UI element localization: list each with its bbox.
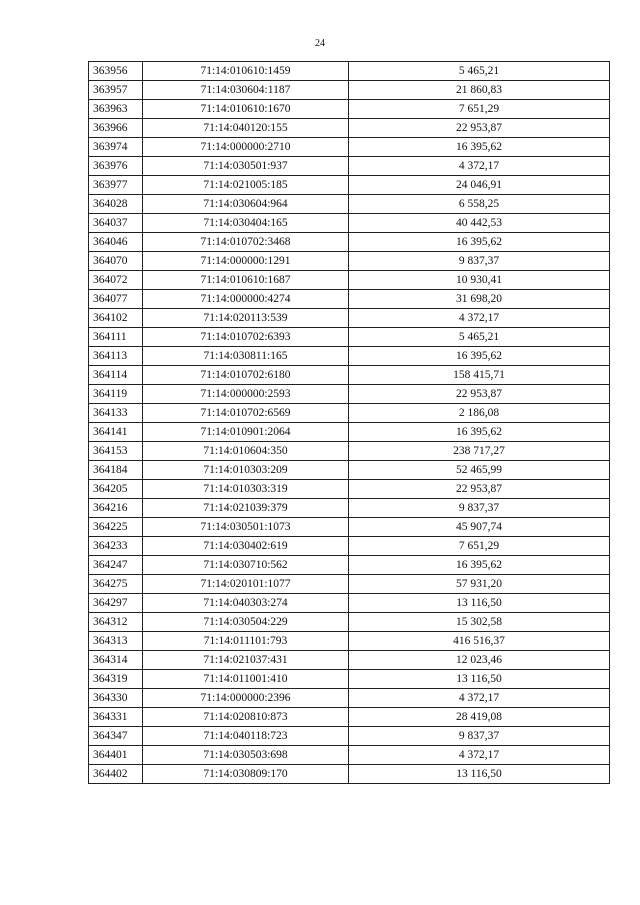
cadastral-value-cell: 22 953,87	[349, 480, 610, 499]
table-row	[89, 613, 610, 632]
table-row	[89, 689, 610, 708]
cadastral-value-cell: 52 465,99	[349, 461, 610, 480]
table-row	[89, 252, 610, 271]
cadastral-value-cell: 9 837,37	[349, 499, 610, 518]
cadastral-number-cell: 71:14:010702:6569	[143, 404, 349, 423]
table-row	[89, 537, 610, 556]
cadastral-value-cell: 7 651,29	[349, 100, 610, 119]
record-id-cell: 364028	[89, 195, 143, 214]
cadastral-number-cell: 71:14:011001:410	[143, 670, 349, 689]
record-id-cell: 364216	[89, 499, 143, 518]
cadastral-number-cell: 71:14:030501:1073	[143, 518, 349, 537]
cadastral-number-cell: 71:14:010901:2064	[143, 423, 349, 442]
record-id-cell: 363977	[89, 176, 143, 195]
cadastral-number-cell: 71:14:000000:1291	[143, 252, 349, 271]
record-id-cell: 364046	[89, 233, 143, 252]
record-id-cell: 364402	[89, 765, 143, 784]
table-row	[89, 119, 610, 138]
cadastral-number-cell: 71:14:010610:1687	[143, 271, 349, 290]
table-row	[89, 214, 610, 233]
record-id-cell: 364153	[89, 442, 143, 461]
cadastral-number-cell: 71:14:030504:229	[143, 613, 349, 632]
cadastral-value-cell: 4 372,17	[349, 157, 610, 176]
cadastral-value-cell: 4 372,17	[349, 746, 610, 765]
record-id-cell: 364297	[89, 594, 143, 613]
cadastral-number-cell: 71:14:030501:937	[143, 157, 349, 176]
record-id-cell: 363974	[89, 138, 143, 157]
cadastral-value-cell: 16 395,62	[349, 423, 610, 442]
record-id-cell: 364247	[89, 556, 143, 575]
cadastral-number-cell: 71:14:010702:6180	[143, 366, 349, 385]
table-row	[89, 366, 610, 385]
cadastral-number-cell: 71:14:030710:562	[143, 556, 349, 575]
cadastral-value-cell: 5 465,21	[349, 328, 610, 347]
record-id-cell: 364037	[89, 214, 143, 233]
cadastral-value-cell: 22 953,87	[349, 385, 610, 404]
cadastral-value-cell: 16 395,62	[349, 138, 610, 157]
record-id-cell: 364330	[89, 689, 143, 708]
cadastral-value-cell: 57 931,20	[349, 575, 610, 594]
cadastral-number-cell: 71:14:021005:185	[143, 176, 349, 195]
record-id-cell: 364102	[89, 309, 143, 328]
cadastral-number-cell: 71:14:010303:209	[143, 461, 349, 480]
table-row	[89, 385, 610, 404]
table-row	[89, 328, 610, 347]
cadastral-value-cell: 13 116,50	[349, 594, 610, 613]
cadastral-value-cell: 45 907,74	[349, 518, 610, 537]
record-id-cell: 364314	[89, 651, 143, 670]
cadastral-value-cell: 13 116,50	[349, 670, 610, 689]
cadastral-number-cell: 71:14:030809:170	[143, 765, 349, 784]
record-id-cell: 364111	[89, 328, 143, 347]
record-id-cell: 363976	[89, 157, 143, 176]
record-id-cell: 364275	[89, 575, 143, 594]
cadastral-value-cell: 416 516,37	[349, 632, 610, 651]
cadastral-number-cell: 71:14:030811:165	[143, 347, 349, 366]
cadastral-number-cell: 71:14:040120:155	[143, 119, 349, 138]
table-row	[89, 727, 610, 746]
table-row	[89, 708, 610, 727]
cadastral-number-cell: 71:14:030604:1187	[143, 81, 349, 100]
cadastral-value-cell: 4 372,17	[349, 309, 610, 328]
table-row	[89, 518, 610, 537]
table-row	[89, 347, 610, 366]
cadastral-number-cell: 71:14:020810:873	[143, 708, 349, 727]
record-id-cell: 364401	[89, 746, 143, 765]
record-id-cell: 364233	[89, 537, 143, 556]
table-row	[89, 157, 610, 176]
record-id-cell: 364141	[89, 423, 143, 442]
table-row	[89, 461, 610, 480]
table-row	[89, 556, 610, 575]
record-id-cell: 364225	[89, 518, 143, 537]
cadastral-number-cell: 71:14:010604:350	[143, 442, 349, 461]
cadastral-value-cell: 40 442,53	[349, 214, 610, 233]
table-row	[89, 176, 610, 195]
table-row	[89, 670, 610, 689]
cadastral-number-cell: 71:14:010610:1459	[143, 62, 349, 81]
cadastral-value-cell: 15 302,58	[349, 613, 610, 632]
cadastral-value-cell: 12 023,46	[349, 651, 610, 670]
cadastral-number-cell: 71:14:020113:539	[143, 309, 349, 328]
table-row	[89, 100, 610, 119]
table-row	[89, 442, 610, 461]
cadastral-value-cell: 16 395,62	[349, 233, 610, 252]
cadastral-number-cell: 71:14:030404:165	[143, 214, 349, 233]
table-row	[89, 195, 610, 214]
cadastral-number-cell: 71:14:000000:4274	[143, 290, 349, 309]
table-row	[89, 423, 610, 442]
cadastral-value-cell: 16 395,62	[349, 556, 610, 575]
cadastral-value-cell: 24 046,91	[349, 176, 610, 195]
table-row	[89, 765, 610, 784]
record-id-cell: 364072	[89, 271, 143, 290]
table-row	[89, 632, 610, 651]
cadastral-value-cell: 31 698,20	[349, 290, 610, 309]
cadastral-value-cell: 158 415,71	[349, 366, 610, 385]
table-row	[89, 404, 610, 423]
cadastral-value-cell: 7 651,29	[349, 537, 610, 556]
table-row	[89, 81, 610, 100]
record-id-cell: 364184	[89, 461, 143, 480]
cadastral-number-cell: 71:14:030402:619	[143, 537, 349, 556]
cadastral-number-cell: 71:14:010702:3468	[143, 233, 349, 252]
cadastral-value-cell: 28 419,08	[349, 708, 610, 727]
cadastral-value-cell: 9 837,37	[349, 252, 610, 271]
table-row	[89, 651, 610, 670]
cadastral-number-cell: 71:14:000000:2396	[143, 689, 349, 708]
table-row	[89, 480, 610, 499]
cadastral-number-cell: 71:14:021037:431	[143, 651, 349, 670]
table-row	[89, 271, 610, 290]
record-id-cell: 364133	[89, 404, 143, 423]
table-row	[89, 575, 610, 594]
cadastral-value-cell: 16 395,62	[349, 347, 610, 366]
cadastral-number-cell: 71:14:040118:723	[143, 727, 349, 746]
record-id-cell: 363966	[89, 119, 143, 138]
cadastral-value-cell: 6 558,25	[349, 195, 610, 214]
cadastral-value-cell: 22 953,87	[349, 119, 610, 138]
cadastral-value-cell: 2 186,08	[349, 404, 610, 423]
table-row	[89, 290, 610, 309]
table-row	[89, 62, 610, 81]
table-row	[89, 499, 610, 518]
page-number: 24	[315, 38, 325, 49]
cadastral-value-table	[88, 61, 610, 784]
table-row	[89, 746, 610, 765]
record-id-cell: 363963	[89, 100, 143, 119]
cadastral-number-cell: 71:14:000000:2593	[143, 385, 349, 404]
cadastral-number-cell: 71:14:000000:2710	[143, 138, 349, 157]
record-id-cell: 364205	[89, 480, 143, 499]
cadastral-number-cell: 71:14:030604:964	[143, 195, 349, 214]
table-row	[89, 233, 610, 252]
cadastral-number-cell: 71:14:010702:6393	[143, 328, 349, 347]
cadastral-number-cell: 71:14:011101:793	[143, 632, 349, 651]
record-id-cell: 364331	[89, 708, 143, 727]
cadastral-number-cell: 71:14:010610:1670	[143, 100, 349, 119]
cadastral-value-cell: 4 372,17	[349, 689, 610, 708]
record-id-cell: 364114	[89, 366, 143, 385]
cadastral-number-cell: 71:14:010303:319	[143, 480, 349, 499]
record-id-cell: 364312	[89, 613, 143, 632]
table-body	[89, 62, 610, 784]
record-id-cell: 363956	[89, 62, 143, 81]
cadastral-number-cell: 71:14:021039:379	[143, 499, 349, 518]
table-row	[89, 309, 610, 328]
cadastral-value-cell: 5 465,21	[349, 62, 610, 81]
record-id-cell: 364070	[89, 252, 143, 271]
record-id-cell: 364319	[89, 670, 143, 689]
record-id-cell: 363957	[89, 81, 143, 100]
cadastral-number-cell: 71:14:030503:698	[143, 746, 349, 765]
cadastral-value-cell: 238 717,27	[349, 442, 610, 461]
record-id-cell: 364113	[89, 347, 143, 366]
record-id-cell: 364313	[89, 632, 143, 651]
cadastral-value-cell: 10 930,41	[349, 271, 610, 290]
cadastral-value-cell: 21 860,83	[349, 81, 610, 100]
cadastral-value-cell: 9 837,37	[349, 727, 610, 746]
cadastral-value-cell: 13 116,50	[349, 765, 610, 784]
table-row	[89, 138, 610, 157]
record-id-cell: 364119	[89, 385, 143, 404]
record-id-cell: 364077	[89, 290, 143, 309]
cadastral-number-cell: 71:14:020101:1077	[143, 575, 349, 594]
table-row	[89, 594, 610, 613]
record-id-cell: 364347	[89, 727, 143, 746]
cadastral-number-cell: 71:14:040303:274	[143, 594, 349, 613]
